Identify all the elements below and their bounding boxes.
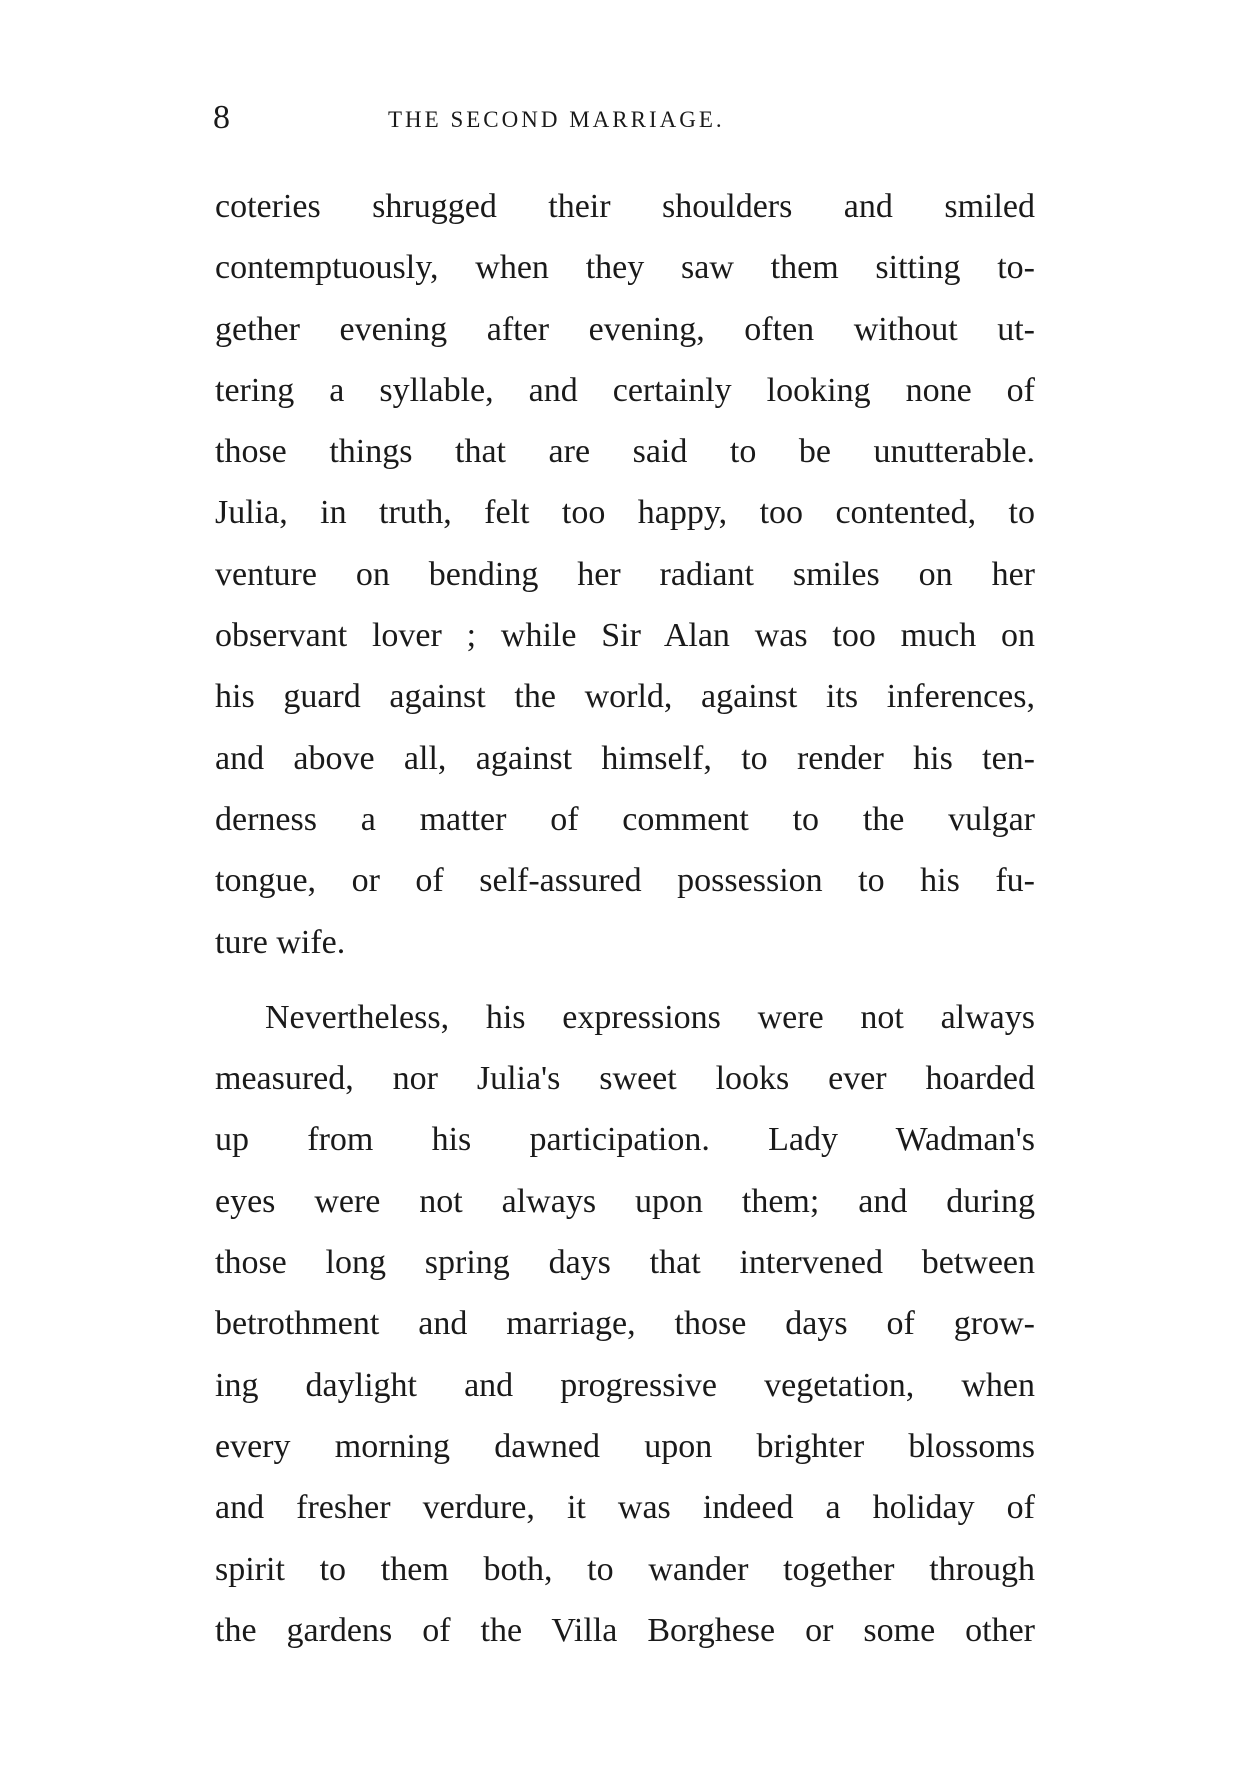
text-line: every morning dawned upon brighter blossoms bbox=[215, 1427, 1035, 1465]
text-line: and fresher verdure, it was indeed a holiday of bbox=[215, 1489, 1035, 1527]
text-line: ing daylight and progressive vegetation, when bbox=[215, 1366, 1035, 1404]
text-line: up from his participation. Lady Wadman's bbox=[215, 1121, 1035, 1159]
text-line: tongue, or of self-assured possession to his fu- bbox=[215, 862, 1035, 900]
paragraph-2 bbox=[215, 987, 1035, 1661]
text-line: his guard against the world, against its inferences, bbox=[215, 678, 1035, 716]
text-line: observant lover ; while Sir Alan was too much on bbox=[215, 617, 1035, 655]
page-number: 8 bbox=[213, 99, 230, 136]
text-line: gether evening after evening, often without ut- bbox=[215, 310, 1035, 348]
text-line: Julia, in truth, felt too happy, too contented, to bbox=[215, 494, 1035, 532]
running-title: THE SECOND MARRIAGE. bbox=[388, 107, 725, 132]
text-line: the gardens of the Villa Borghese or some other bbox=[215, 1611, 1035, 1649]
paragraph-spacer bbox=[215, 973, 1035, 987]
text-line: those things that are said to be unutterable. bbox=[215, 433, 1035, 471]
text-line: measured, nor Julia's sweet looks ever hoarded bbox=[215, 1060, 1035, 1098]
text-line: those long spring days that intervened between bbox=[215, 1244, 1035, 1282]
text-line: Nevertheless, his expressions were not always bbox=[265, 998, 1035, 1036]
running-head bbox=[213, 96, 1033, 140]
text-line: derness a matter of comment to the vulgar bbox=[215, 800, 1035, 838]
text-line: and above all, against himself, to render his ten- bbox=[215, 739, 1035, 777]
text-line: eyes were not always upon them; and during bbox=[215, 1182, 1035, 1220]
body-text bbox=[215, 176, 1035, 1661]
text-line: coteries shrugged their shoulders and smiled bbox=[215, 188, 1035, 225]
text-line: betrothment and marriage, those days of grow- bbox=[215, 1305, 1035, 1343]
text-line: venture on bending her radiant smiles on her bbox=[215, 555, 1035, 593]
text-line: tering a syllable, and certainly looking none of bbox=[215, 371, 1035, 409]
text-line: spirit to them both, to wander together through bbox=[215, 1550, 1035, 1588]
paragraph-1 bbox=[215, 176, 1035, 973]
text-line: contemptuously, when they saw them sitting to- bbox=[215, 249, 1035, 287]
text-line: ture wife. bbox=[215, 923, 346, 961]
